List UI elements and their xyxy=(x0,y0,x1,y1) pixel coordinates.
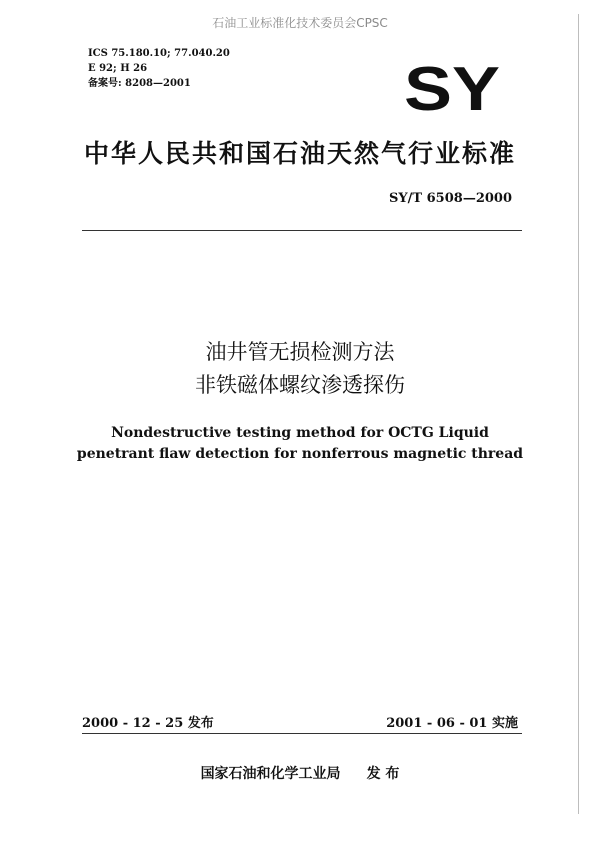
category-code: E 92; H 26 xyxy=(88,63,148,74)
issuer xyxy=(0,763,600,783)
implementation-date: 2001 - 06 - 01 实施 xyxy=(386,716,518,731)
bottom-rule xyxy=(82,733,522,734)
top-rule xyxy=(82,230,522,231)
watermark: 石油工业标准化技术委员会CPSC xyxy=(212,16,388,30)
sy-logo-text: SY xyxy=(404,60,500,118)
chinese-title xyxy=(0,336,600,402)
english-title-line1: Nondestructive testing method for OCTG Liquid xyxy=(111,425,489,441)
issuer-org: 国家石油和化学工业局 xyxy=(200,766,341,782)
issue-date: 2000 - 12 - 25 发布 xyxy=(82,716,214,731)
english-title-line2: penetrant flaw detection for nonferrous magnetic thread xyxy=(76,446,524,462)
org-title: 中华人民共和国石油天然气行业标准 xyxy=(83,139,516,168)
ics-code: ICS 75.180.10; 77.040.20 xyxy=(88,48,230,59)
english-title xyxy=(0,423,600,465)
sy-logo xyxy=(402,60,502,118)
record-number: 备案号: 8208—2001 xyxy=(88,78,191,89)
chinese-title-line2: 非铁磁体螺纹渗透探伤 xyxy=(195,373,405,397)
issuer-action: 发 布 xyxy=(366,766,400,782)
classification-codes xyxy=(88,46,230,91)
chinese-title-line1: 油井管无损检测方法 xyxy=(205,340,395,364)
standard-number: SY/T 6508—2000 xyxy=(389,191,512,206)
